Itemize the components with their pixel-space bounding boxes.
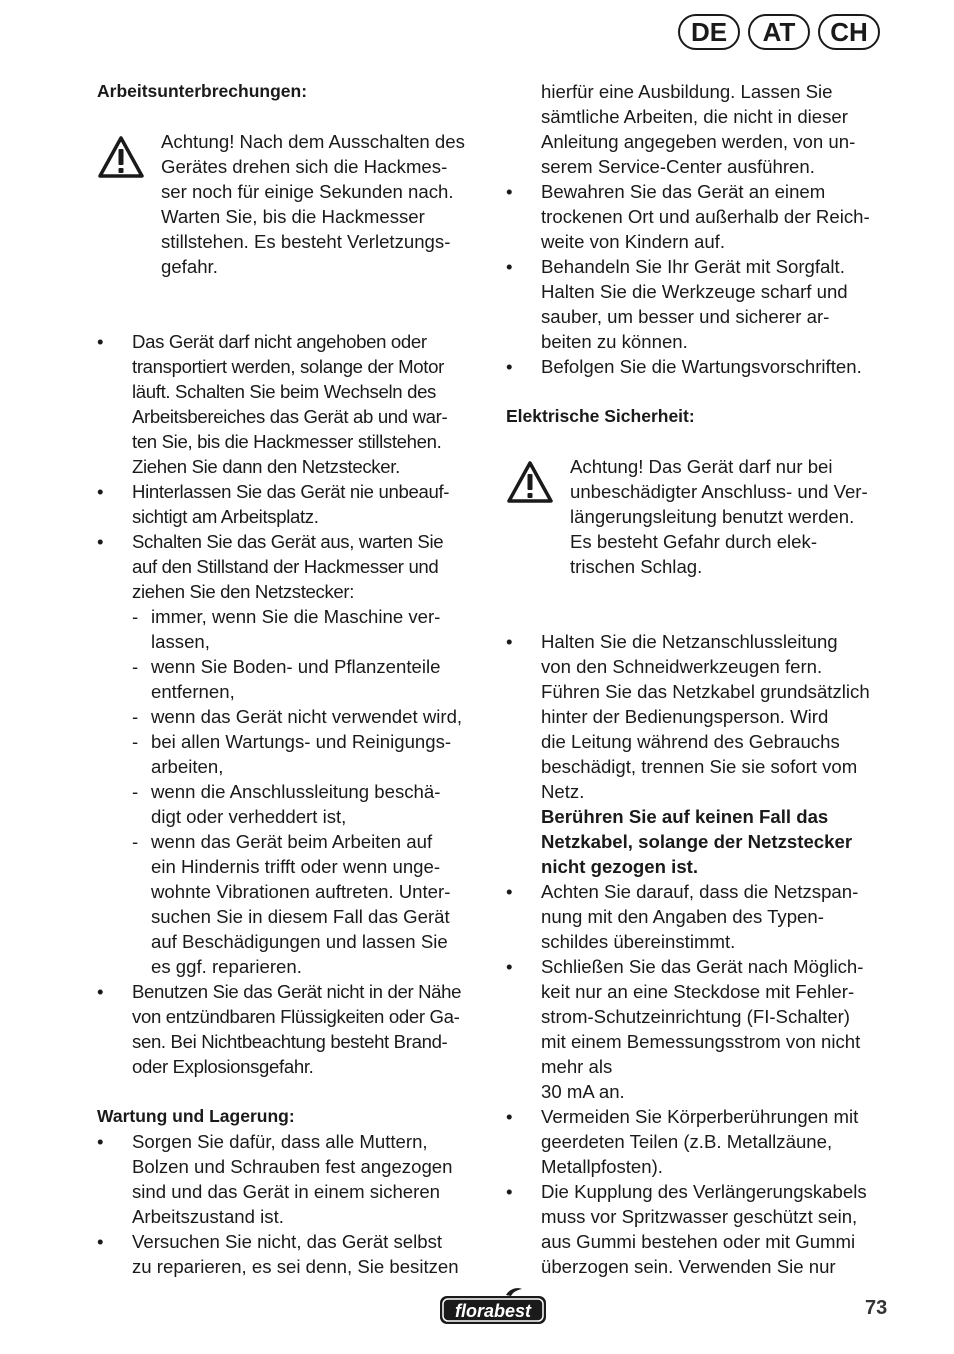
warning-text: Achtung! Das Gerät darf nur bei unbeschädigter Anschluss- und Ver- längerungsleitung benutzt werden. Es besteht Gefahr durch elek- trischen Schlag. bbox=[570, 456, 868, 577]
sub-list-item: - wenn die Anschlussleitung beschä- digt oder verheddert ist, bbox=[132, 781, 441, 827]
language-badges bbox=[678, 14, 880, 50]
sub-list-item: - immer, wenn Sie die Maschine ver- lassen, bbox=[132, 606, 441, 652]
list-item: • Befolgen Sie die Wartungsvorschriften. bbox=[506, 356, 862, 377]
warning-block bbox=[97, 129, 489, 279]
list-item: • Die Kupplung des Verlängerungskabels muss vor Spritzwasser geschützt sein, aus Gummi bestehen oder mit Gummi überzogen sein. Verwenden Sie nur bbox=[506, 1181, 867, 1277]
warning-block bbox=[506, 454, 898, 579]
warning-triangle-icon bbox=[97, 129, 161, 279]
list-item: • Schließen Sie das Gerät nach Möglich- keit nur an eine Steckdose mit Fehler- strom-Schutzeinrichtung (FI-Schalter) mit einem Bemessungsstrom von nicht mehr als 30 mA an. bbox=[506, 956, 864, 1102]
list-item: • Halten Sie die Netzanschlussleitung von den Schneidwerkzeugen fern. Führen Sie das Netzkabel grundsätzlich hinter der Bedienungsperson. Wird die Leitung während des Gebrauchs beschädigt, trennen Sie sie sofort vom Netz. Berühren Sie auf keinen Fall das Netzkabel, solange der Netzstecker nicht gezogen ist. bbox=[506, 629, 898, 879]
list-item: • Hinterlassen Sie das Gerät nie unbeauf- sichtigt am Arbeitsplatz. bbox=[97, 481, 450, 527]
warning-triangle-icon bbox=[506, 454, 570, 579]
list-item: • Sorgen Sie dafür, dass alle Muttern, Bolzen und Schrauben fest angezogen sind und das Gerät in einem sicheren Arbeitszustand ist. bbox=[97, 1131, 453, 1227]
page-number: 73 bbox=[865, 1297, 888, 1319]
section-heading-electrical-safety: Elektrische Sicherheit: bbox=[506, 406, 695, 426]
continued-text: hierfür eine Ausbildung. Lassen Sie sämtliche Arbeiten, die nicht in dieser Anleitung angegeben werden, von un- serem Service-Center ausführen. bbox=[541, 81, 856, 177]
list-item: • Vermeiden Sie Körperberührungen mit geerdeten Teilen (z.B. Metallzäune, Metallpfosten). bbox=[506, 1106, 859, 1177]
left-column bbox=[97, 79, 489, 1279]
list-item: • Schalten Sie das Gerät aus, warten Sie auf den Stillstand der Hackmesser und ziehen Sie den Netzstecker: bbox=[97, 531, 444, 602]
sub-list-item: - wenn das Gerät nicht verwendet wird, bbox=[132, 706, 463, 727]
list-item: • Benutzen Sie das Gerät nicht in der Nähe von entzündbaren Flüssigkeiten oder Ga- sen. Bei Nichtbeachtung besteht Brand- oder Explosionsgefahr. bbox=[97, 981, 462, 1077]
sub-list-item: - bei allen Wartungs- und Reinigungs- arbeiten, bbox=[132, 731, 452, 777]
svg-text:florabest: florabest bbox=[454, 1301, 532, 1321]
list-item: • Bewahren Sie das Gerät an einem trockenen Ort und außerhalb der Reich- weite von Kindern auf. bbox=[506, 181, 870, 252]
list-item: • Behandeln Sie Ihr Gerät mit Sorgfalt. Halten Sie die Werkzeuge scharf und sauber, um besser und sicherer ar- beiten zu können. bbox=[506, 256, 848, 352]
list-item: • Das Gerät darf nicht angehoben oder transportiert werden, solange der Motor läuft. Schalten Sie beim Wechseln des Arbeitsbereiches das Gerät ab und war- ten Sie, bis die Hackmesser stillstehen. Ziehen Sie dann den Netzstecker. bbox=[97, 331, 448, 477]
right-column bbox=[506, 79, 898, 1279]
list-item: • Achten Sie darauf, dass die Netzspan- nung mit den Angaben des Typen- schildes übereinstimmt. bbox=[506, 881, 859, 952]
emphasis-text: Berühren Sie auf keinen Fall das Netzkabel, solange der Netzstecker nicht gezogen ist. bbox=[541, 806, 853, 877]
list-item: • Versuchen Sie nicht, das Gerät selbst zu reparieren, es sei denn, Sie besitzen bbox=[97, 1231, 459, 1277]
language-badge-ch: CH bbox=[818, 14, 880, 50]
section-heading-work-interruptions: Arbeitsunterbrechungen: bbox=[97, 81, 308, 101]
language-badge-at: AT bbox=[748, 14, 810, 50]
warning-text: Achtung! Nach dem Ausschalten des Gerätes drehen sich die Hackmes- ser noch für einige Sekunden nach. Warten Sie, bis die Hackmesser stillstehen. Es besteht Verletzungs- gefahr. bbox=[161, 131, 465, 277]
sub-list-item: - wenn das Gerät beim Arbeiten auf ein Hindernis trifft oder wenn unge- wohnte Vibrationen auftreten. Unter- suchen Sie in diesem Fall das Gerät auf Beschädigungen und lassen Sie es ggf. reparieren. bbox=[132, 831, 451, 977]
section-heading-maintenance-storage: Wartung und Lagerung: bbox=[97, 1106, 295, 1126]
sub-list-item: - wenn Sie Boden- und Pflanzenteile entfernen, bbox=[132, 656, 441, 702]
language-badge-de: DE bbox=[678, 14, 740, 50]
florabest-logo bbox=[438, 1286, 550, 1333]
